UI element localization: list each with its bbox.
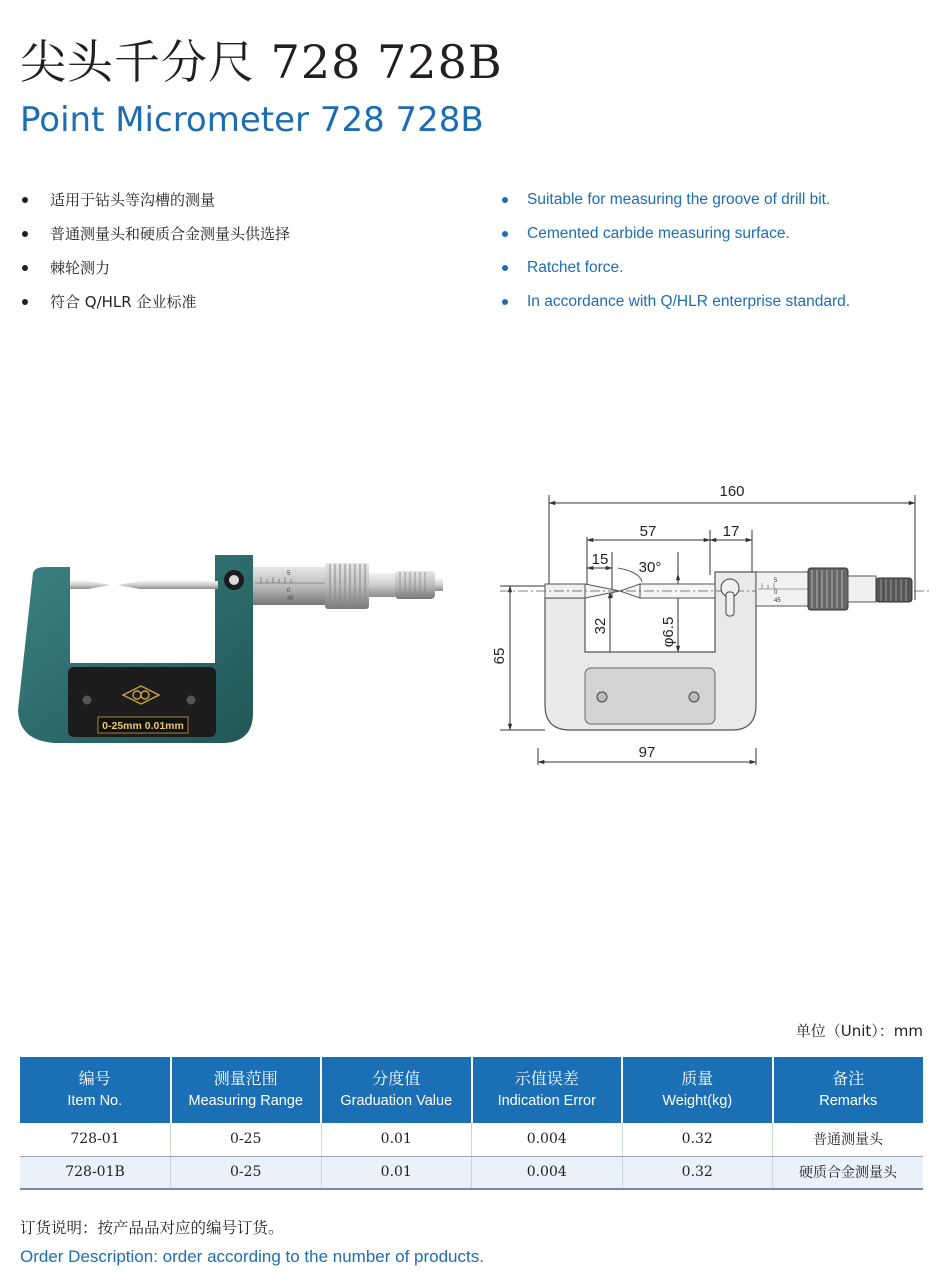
feature-list-cn xyxy=(20,187,460,323)
bullet-icon xyxy=(502,197,508,203)
table-cell: 0.01 xyxy=(321,1123,472,1156)
table-cell: 728-01B xyxy=(20,1156,171,1189)
dim-tip-length: 15 xyxy=(591,551,609,568)
feature-list-en xyxy=(500,187,940,323)
col-header xyxy=(20,1057,171,1123)
unit-note: 单位（Unit）：mm xyxy=(795,1022,923,1040)
table-row xyxy=(20,1156,923,1189)
feature-item xyxy=(500,289,940,323)
col-header-cn: 编号 xyxy=(78,1069,111,1088)
feature-item xyxy=(500,255,940,289)
feature-item xyxy=(20,289,460,323)
spindle-point xyxy=(118,581,140,589)
feature-text: 适用于钻头等沟槽的测量 xyxy=(50,191,216,209)
dim-tip-angle: 30° xyxy=(638,559,662,576)
bullet-icon xyxy=(502,265,508,271)
feature-item xyxy=(500,221,940,255)
dim-spindle-dia: φ6.5 xyxy=(660,616,677,648)
table-cell: 0.32 xyxy=(622,1156,773,1189)
feature-item xyxy=(500,187,940,221)
col-header-cn: 质量 xyxy=(681,1069,714,1088)
page-subtitle: Point Micrometer 728 728B xyxy=(20,100,484,140)
thimble-mark: 45 xyxy=(287,596,294,602)
bullet-icon xyxy=(22,231,28,237)
col-header xyxy=(622,1057,773,1123)
dim-overall-length: 160 xyxy=(719,483,745,500)
thimble-mark: 0 xyxy=(287,588,291,594)
dim-spindle-length: 57 xyxy=(639,523,657,540)
feature-text: 棘轮测力 xyxy=(50,259,111,277)
feature-text: Cemented carbide measuring surface. xyxy=(527,225,790,242)
col-header-en: Measuring Range xyxy=(188,1093,303,1109)
col-header-cn: 分度值 xyxy=(372,1069,421,1088)
col-header xyxy=(472,1057,623,1123)
drawing-thimble-mark: 0 xyxy=(774,590,778,596)
order-description-cn: 订货说明：按产品品对应的编号订货。 xyxy=(20,1219,284,1237)
plate-label: 0-25mm 0.01mm xyxy=(102,720,184,732)
dim-frame-width: 97 xyxy=(638,744,656,761)
table-cell: 0-25 xyxy=(171,1156,322,1189)
col-header-cn: 备注 xyxy=(832,1069,865,1088)
col-header-cn: 测量范围 xyxy=(213,1069,278,1088)
technical-drawing xyxy=(490,480,940,770)
feature-item xyxy=(20,255,460,289)
bullet-icon xyxy=(502,299,508,305)
table-cell: 硬质合金测量头 xyxy=(773,1156,924,1189)
table-cell: 0-25 xyxy=(171,1123,322,1156)
col-header-en: Indication Error xyxy=(497,1093,596,1109)
col-header xyxy=(171,1057,322,1123)
col-header xyxy=(773,1057,924,1123)
drawing-thimble-mark: 45 xyxy=(774,598,781,604)
bullet-icon xyxy=(502,231,508,237)
col-header-en: Weight(kg) xyxy=(662,1093,733,1109)
dim-tip-height: 32 xyxy=(592,617,609,635)
feature-text: 普通测量头和硬质合金测量头供选择 xyxy=(50,225,291,243)
table-cell: 728-01 xyxy=(20,1123,171,1156)
dim-sleeve-offset: 17 xyxy=(722,523,740,540)
bullet-icon xyxy=(22,197,28,203)
bullet-icon xyxy=(22,299,28,305)
table-cell: 0.01 xyxy=(321,1156,472,1189)
feature-text: Suitable for measuring the groove of drill bit. xyxy=(527,191,831,208)
col-header xyxy=(321,1057,472,1123)
col-header-cn: 示值误差 xyxy=(514,1069,579,1088)
drawing-thimble-mark: 5 xyxy=(774,578,778,584)
anvil-point xyxy=(88,581,110,589)
bullet-icon xyxy=(22,265,28,271)
feature-item xyxy=(20,187,460,221)
feature-text: 符合 Q/HLR 企业标准 xyxy=(50,293,197,311)
col-header-en: Remarks xyxy=(819,1093,878,1109)
col-header-en: Graduation Value xyxy=(340,1093,453,1109)
product-photo xyxy=(15,545,445,750)
feature-item xyxy=(20,221,460,255)
feature-text: Ratchet force. xyxy=(527,259,624,276)
table-cell: 0.32 xyxy=(622,1123,773,1156)
table-row xyxy=(20,1123,923,1156)
feature-text: In accordance with Q/HLR enterprise standard. xyxy=(527,293,851,310)
col-header-en: Item No. xyxy=(67,1093,123,1109)
table-cell: 0.004 xyxy=(472,1123,623,1156)
table-header-row xyxy=(20,1057,923,1123)
table-cell: 普通测量头 xyxy=(773,1123,924,1156)
thimble xyxy=(325,563,369,609)
order-description-en: Order Description: order according to the number of products. xyxy=(20,1247,484,1266)
spec-table xyxy=(20,1057,923,1190)
table-cell: 0.004 xyxy=(472,1156,623,1189)
dim-height: 65 xyxy=(491,647,508,665)
page-title: 尖头千分尺 728 728B xyxy=(20,35,503,89)
thimble-mark: 5 xyxy=(287,571,291,577)
